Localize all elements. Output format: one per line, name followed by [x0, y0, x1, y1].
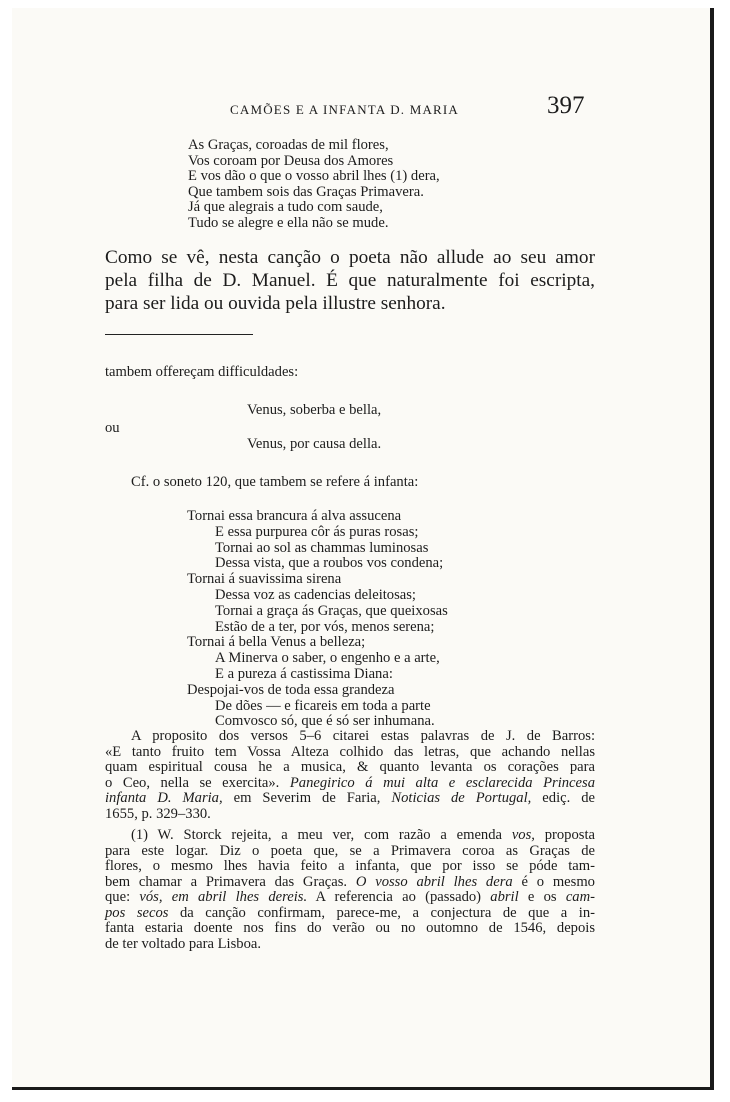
emphasis: abril: [490, 889, 519, 905]
prose-text: proposta: [534, 827, 595, 843]
sonnet-line: Tornai essa brancura á alva assucena: [187, 508, 402, 524]
paragraph-line: Como se vê, nesta canção o poeta não allude ao seu amor: [105, 247, 595, 268]
cf-line: Cf. o soneto 120, que tambem se refere á infanta:: [131, 474, 419, 490]
prose-line: A proposito dos versos 5–6 citarei estas palavras de J. de Barros:: [131, 728, 595, 744]
prose-text: em Severim de Faria,: [222, 790, 392, 806]
sonnet-line: Despojai-vos de toda essa grandeza: [187, 681, 395, 698]
prose-line: para este logar. Diz o poeta que, se a Primavera coroa as Graças de: [105, 842, 595, 859]
prose-line: flores, o mesmo lhes havia feito a infanta, que por isso se póde tam-: [105, 858, 595, 874]
main-paragraph: [105, 246, 595, 315]
notes-intro: tambem offereçam difficuldades:: [105, 364, 299, 380]
sonnet-line: A Minerva o saber, o engenho e a arte,: [215, 650, 440, 667]
work-title: Panegirico á mui alta e esclarecida Princesa: [289, 774, 595, 791]
prose-text: A referencia ao (passado): [307, 889, 491, 905]
poem-line: Já que alegrais a tudo com saude,: [188, 199, 383, 216]
prose-line: quam espiritual cousa he a musica, & quanto levanta os corações para: [105, 759, 595, 775]
quoted-verse: Venus, por causa della.: [247, 436, 382, 452]
prose-line: 1655, p. 329–330.: [105, 805, 211, 822]
poem-stanza: [188, 138, 440, 232]
sonnet-line: De dões — e ficareis em toda a parte: [215, 697, 431, 714]
notes-prose: [105, 729, 595, 952]
sonnet-line: Dessa voz as cadencias deleitosas;: [215, 586, 416, 603]
poem-line: Que tambem sois das Graças Primavera.: [188, 183, 424, 200]
sonnet-line: E a pureza á castissima Diana:: [215, 665, 393, 682]
prose-text: é o mesmo: [512, 873, 595, 890]
quoted-verse: Venus, soberba e bella,: [247, 402, 382, 418]
book-page: [12, 8, 714, 1090]
work-title: Noticias de Portugal,: [391, 790, 532, 806]
paragraph-line: para ser lida ou ouvida pela illustre senhora.: [105, 293, 446, 314]
prose-text: que:: [105, 889, 140, 905]
prose-text: (1) W. Storck rejeita, a meu ver, com razão a emenda: [131, 827, 512, 843]
footnote-1: [105, 828, 595, 952]
sonnet-line: Tornai á suavissima sirena: [187, 571, 342, 588]
page-header: [12, 92, 710, 122]
emphasis: O vosso abril lhes dera: [355, 873, 513, 890]
sonnet-line: Comvosco só, que é só ser inhumana.: [215, 713, 435, 730]
poem-line: E vos dão o que o vosso abril lhes (1) dera,: [188, 168, 440, 185]
paragraph-line: pela filha de D. Manuel. É que naturalmente foi escripta,: [105, 270, 595, 291]
sonnet-line: Tornai ao sol as chammas luminosas: [215, 539, 429, 556]
prose-line: fanta estaria doente nos fins do verão ou no outomno de 1546, depois: [105, 920, 595, 936]
barros-paragraph: [105, 729, 595, 822]
prose-line: [105, 828, 595, 844]
sonnet-line: Estão de a ter, por vós, menos serena;: [215, 618, 435, 635]
work-title: infanta D. Maria,: [105, 790, 223, 806]
prose-line: [105, 906, 595, 922]
emphasis: vós, em abril lhes dereis.: [139, 889, 308, 905]
prose-line: [105, 791, 595, 807]
prose-text: bem chamar a Primavera das Graças.: [105, 873, 356, 890]
prose-line: «E tanto fruito tem Vossa Alteza colhido das letras, que achando nellas: [105, 743, 595, 760]
prose-line: [105, 875, 595, 891]
sonnet-line: Tornai á bella Venus a belleza;: [187, 634, 366, 651]
poem-line: As Graças, coroadas de mil flores,: [188, 137, 389, 153]
footnote-divider: [105, 334, 253, 335]
prose-text: da canção confirmam, parece-me, a conjectura de que a in-: [168, 904, 595, 921]
prose-text: ediç. de: [531, 790, 595, 806]
sonnet-line: Dessa vista, que a roubos vos condena;: [215, 555, 444, 572]
emphasis: cam-: [565, 889, 596, 905]
poem-line: Tudo se alegre e ella não se mude.: [188, 214, 389, 231]
poem-line: Vos coroam por Deusa dos Amores: [188, 152, 394, 169]
prose-text: o Ceo, nella se exercita».: [105, 774, 290, 791]
prose-line: [105, 776, 595, 792]
sonnet-line: E essa purpurea côr ás puras rosas;: [215, 523, 419, 540]
sonnet-line: Tornai a graça ás Graças, que queixosas: [215, 602, 448, 619]
prose-line: [105, 890, 595, 906]
page-number: 397: [547, 92, 585, 119]
or-word: ou: [105, 420, 120, 436]
prose-line: de ter voltado para Lisboa.: [105, 935, 262, 952]
emphasis: pos secos: [105, 904, 169, 921]
emphasis: vos,: [511, 827, 535, 843]
prose-text: e os: [518, 889, 566, 905]
running-title: CAMÕES E A INFANTA D. MARIA: [230, 102, 460, 117]
sonnet-120: [187, 509, 448, 730]
